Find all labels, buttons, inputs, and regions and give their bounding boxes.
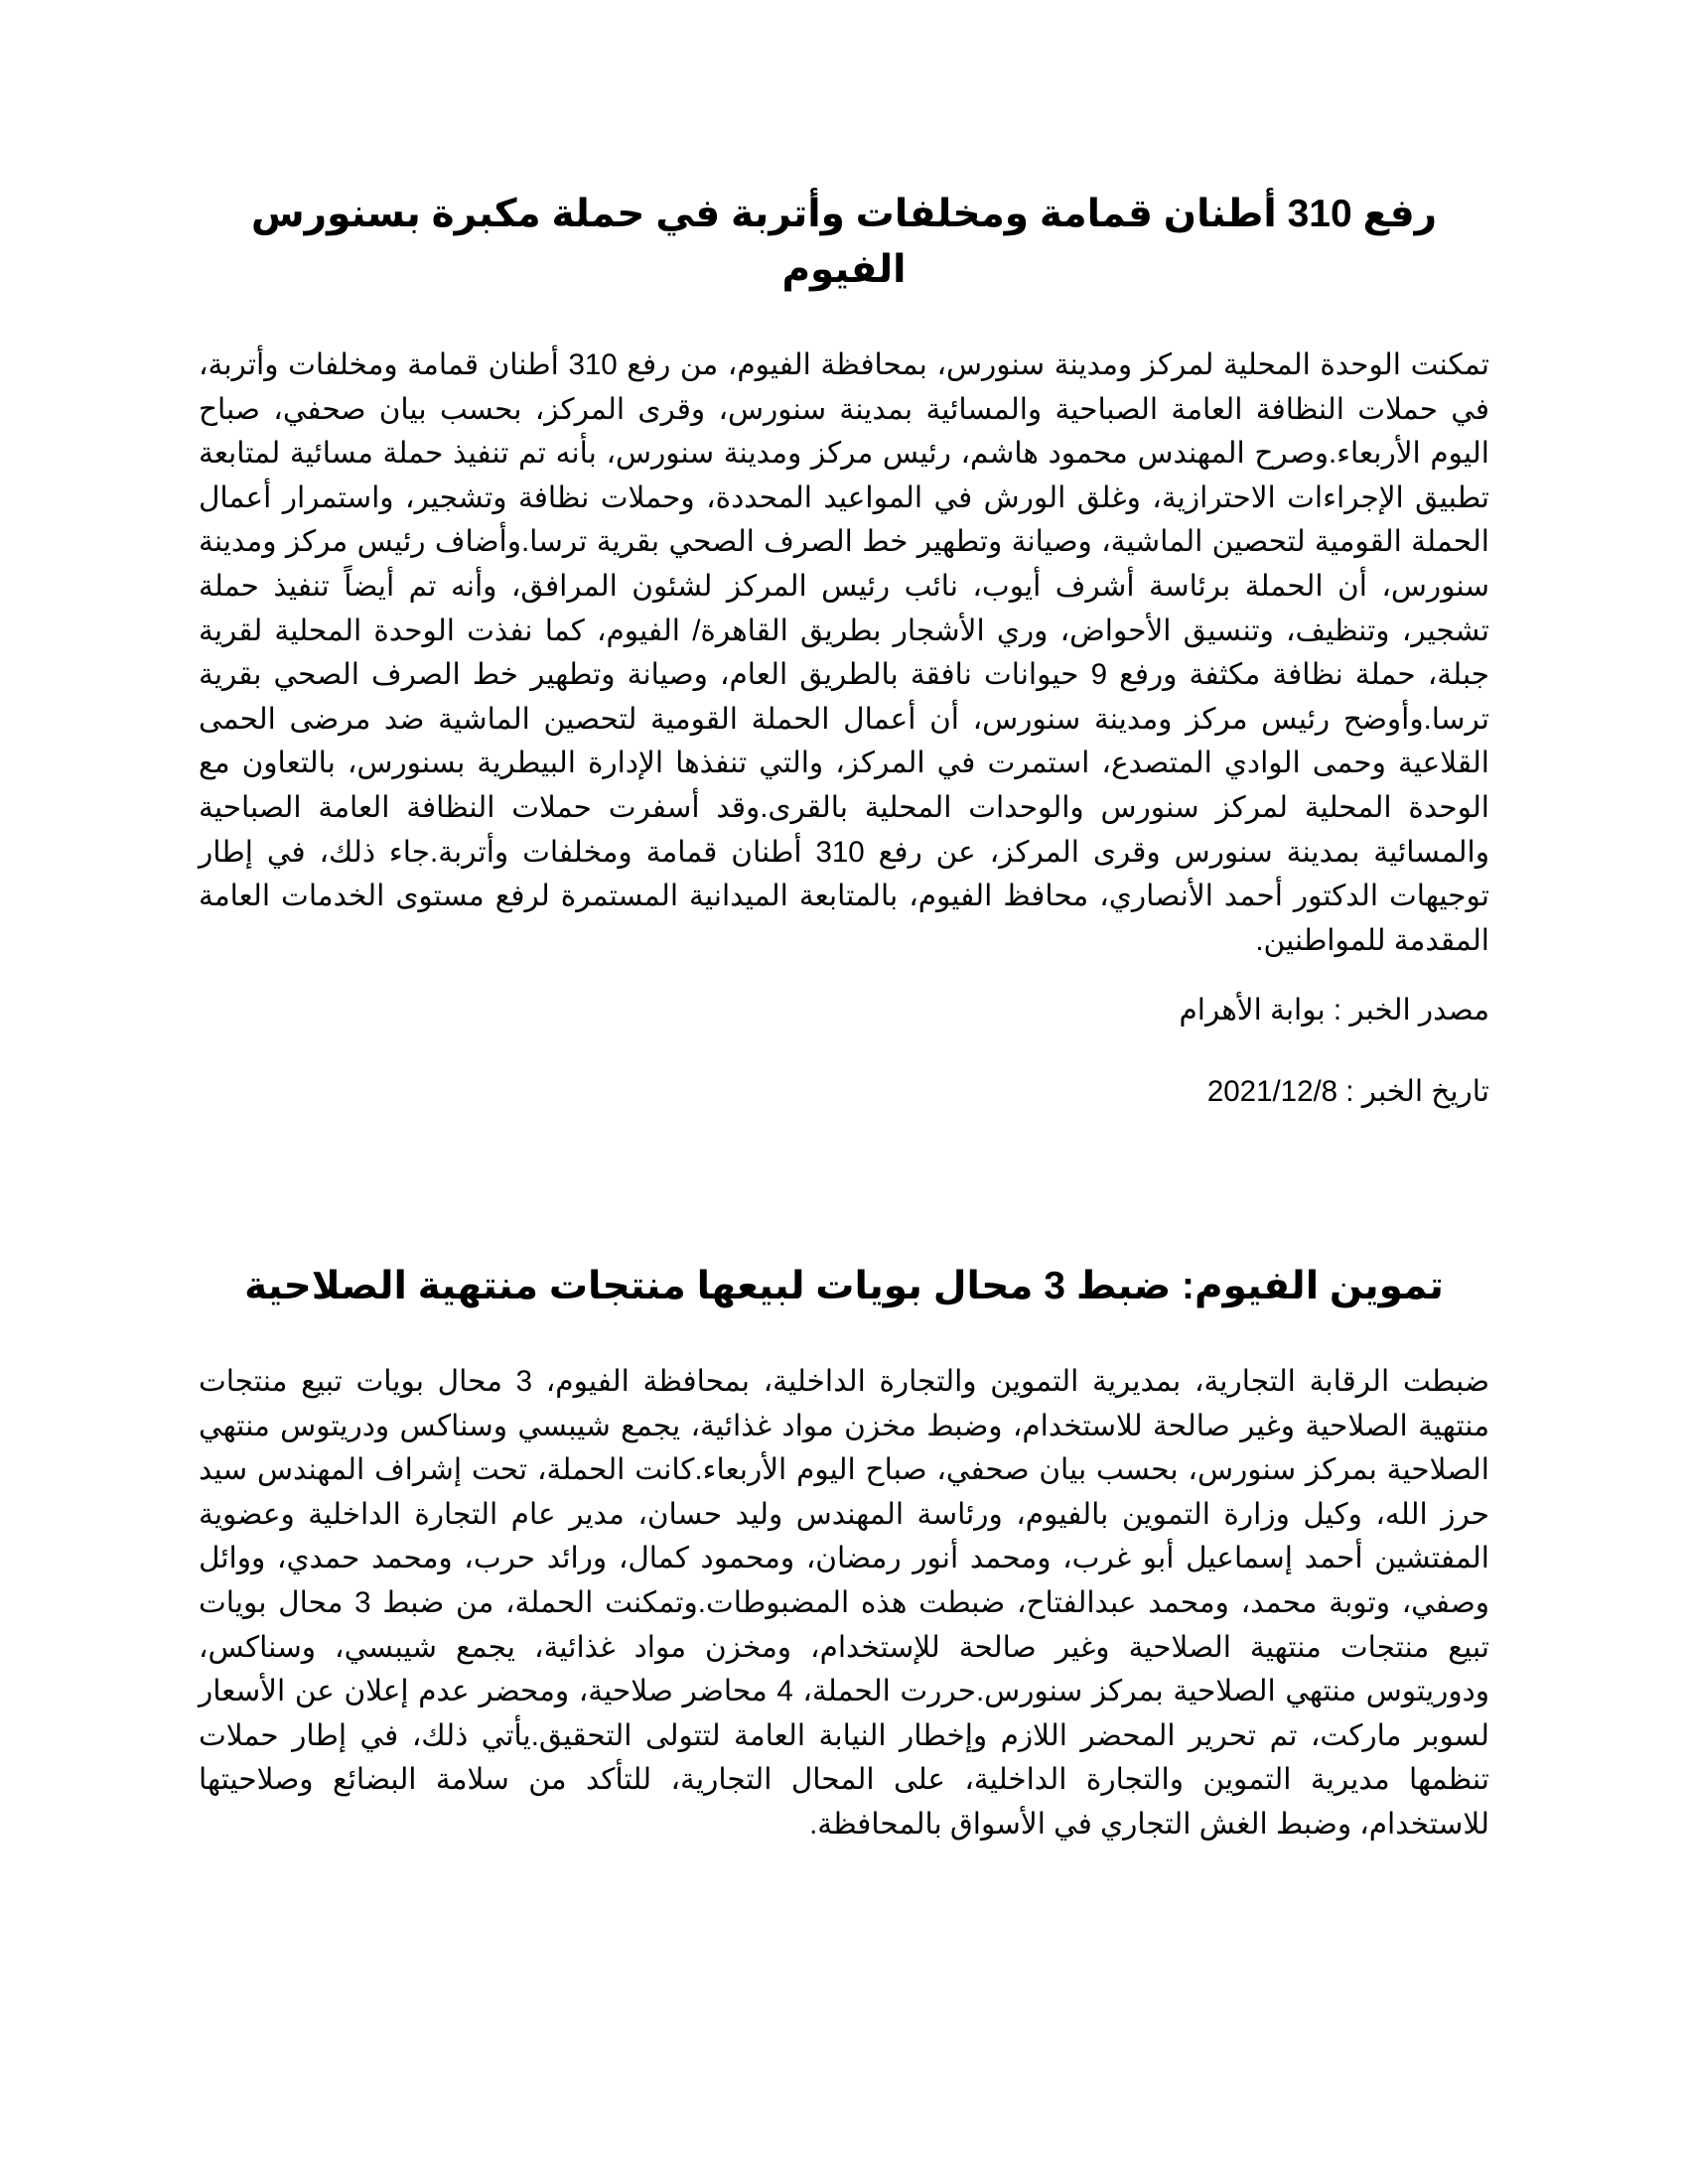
article-body: ضبطت الرقابة التجارية، بمديرية التموين والتجارة الداخلية، بمحافظة الفيوم، 3 محال بويات تبيع منتجات منتهية الصلاحية وغير صالحة للاستخدام، وضبط مخزن مواد غذائية، يجمع شيبسي وسناكس ودريتوس منتهي الصلاحية بمركز سنورس، بحسب بيان صحفي، صباح اليوم الأربعاء.كانت الحملة، تحت إشراف المهندس سيد حرز الله، وكيل وزارة التموين بالفيوم، ورئاسة المهندس وليد حسان، مدير عام التجارة الداخلية وعضوية المفتشين أحمد إسماعيل أبو غرب، ومحمد أنور رمضان، ومحمود كمال، ورائد حرب، ومحمد حمدي، ووائل وصفي، وتوبة محمد، ومحمد عبدالفتاح، ضبطت هذه المضبوطات.وتمكنت الحملة، من ضبط 3 محال بويات تبيع منتجات منتهية الصلاحية وغير صالحة للإستخدام، ومخزن مواد غذائية، يجمع شيبسي، وسناكس، ودوريتوس منتهي الصلاحية بمركز سنورس.حررت الحملة، 4 محاضر صلاحية، ومحضر عدم إعلان عن الأسعار لسوبر ماركت، تم تحرير المحضر اللازم وإخطار النيابة العامة لتتولى التحقيق.يأتي ذلك، في إطار حملات تنظمها مديرية التموين والتجارة الداخلية، على المحال التجارية، للتأكد من سلامة البضائع وصلاحيتها للاستخدام، وضبط الغش التجاري في الأسواق بالمحافظة.: [199, 1365, 1489, 1841]
news-date-line: [199, 1070, 1489, 1114]
document-page: [199, 0, 1489, 2184]
news-source-label: مصدر الخبر :: [1333, 994, 1489, 1027]
news-date-value: 2021/12/8: [1206, 1075, 1338, 1109]
news-date-label: تاريخ الخبر :: [1345, 1075, 1489, 1109]
article-garbage-campaign: [199, 187, 1489, 1114]
news-source-line: [199, 989, 1489, 1032]
article-body: تمكنت الوحدة المحلية لمركز ومدينة سنورس، بمحافظة الفيوم، من رفع 310 أطنان قمامة ومخلفات وأتربة، في حملات النظافة العامة الصباحية والمسائية بمدينة سنورس، وقرى المركز، بحسب بيان صحفي، صباح اليوم الأربعاء.وصرح المهندس محمود هاشم، رئيس مركز ومدينة سنورس، بأنه تم تنفيذ حملة مسائية لمتابعة تطبيق الإجراءات الاحترازية، وغلق الورش في المواعيد المحددة، وحملات نظافة وتشجير، واستمرار أعمال الحملة القومية لتحصين الماشية، وصيانة وتطهير خط الصرف الصحي بقرية ترسا.وأضاف رئيس مركز ومدينة سنورس، أن الحملة برئاسة أشرف أيوب، نائب رئيس المركز لشئون المرافق، وأنه تم أيضاً تنفيذ حملة تشجير، وتنظيف، وتنسيق الأحواض، وري الأشجار بطريق القاهرة/ الفيوم، كما نفذت الوحدة المحلية لقرية جبلة، حملة نظافة مكثفة ورفع 9 حيوانات نافقة بالطريق العام، وصيانة وتطهير خط الصرف الصحي بقرية ترسا.وأوضح رئيس مركز ومدينة سنورس، أن أعمال الحملة القومية لتحصين الماشية ضد مرضى الحمى القلاعية وحمى الوادي المتصدع، استمرت في المركز، والتي تنفذها الإدارة البيطرية بسنورس، بالتعاون مع الوحدة المحلية لمركز سنورس والوحدات المحلية بالقرى.وقد أسفرت حملات النظافة العامة الصباحية والمسائية بمدينة سنورس وقرى المركز، عن رفع 310 أطنان قمامة ومخلفات وأتربة.جاء ذلك، في إطار توجيهات الدكتور أحمد الأنصاري، محافظ الفيوم، بالمتابعة الميدانية المستمرة لرفع مستوى الخدمات العامة المقدمة للمواطنين.: [199, 348, 1489, 957]
article-paint-shops: [199, 1259, 1489, 1847]
news-source-value: بوابة الأهرام: [1179, 994, 1326, 1027]
article-headline: رفع 310 أطنان قمامة ومخلفات وأتربة في حملة مكبرة بسنورس الفيوم: [250, 193, 1438, 291]
article-headline: تموين الفيوم: ضبط 3 محال بويات لبيعها منتجات منتهية الصلاحية: [244, 1265, 1444, 1307]
